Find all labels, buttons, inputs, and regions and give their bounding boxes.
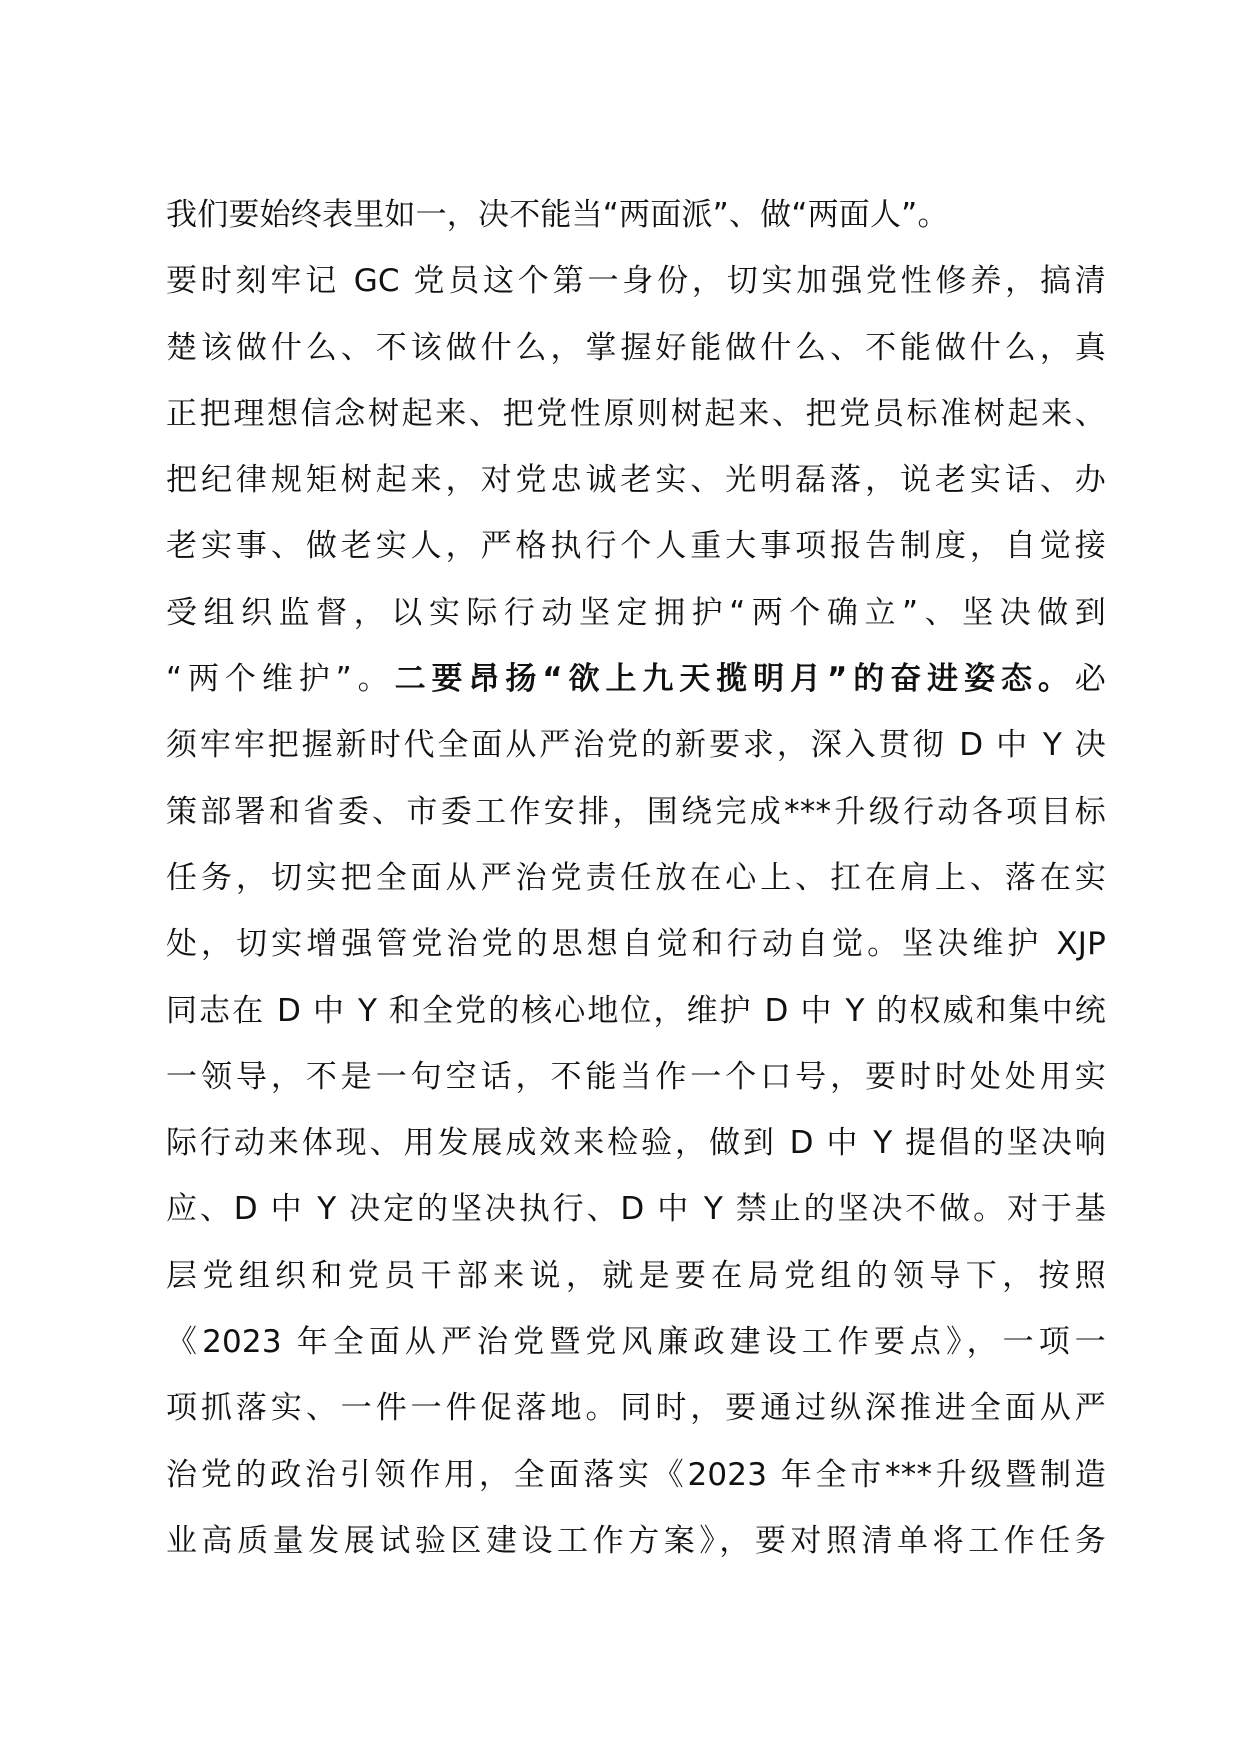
text-segment: 正把理想信念树起来、把党性原则树起来、把党员标准树起来、	[166, 395, 1106, 432]
text-line	[166, 1044, 1106, 1110]
text-segment: 老实事、做老实人，严格执行个人重大事项报告制度，自觉接	[166, 528, 1106, 565]
text-segment: 须牢牢把握新时代全面从严治党的新要求，深入贯彻 D 中 Y 决	[166, 727, 1106, 764]
text-line	[166, 779, 1106, 845]
text-segment: 业高质量发展试验区建设工作方案》，要对照清单将工作任务	[166, 1522, 1106, 1559]
text-segment: “两个维护”。	[166, 661, 395, 698]
text-segment: 处，切实增强管党治党的思想自觉和行动自觉。坚决维护 XJP	[166, 926, 1106, 963]
text-line	[166, 1110, 1106, 1176]
text-line	[166, 845, 1106, 911]
text-line	[166, 182, 1106, 248]
text-line	[166, 513, 1106, 579]
text-segment: 任务，切实把全面从严治党责任放在心上、扛在肩上、落在实	[166, 859, 1106, 896]
text-segment: 际行动来体现、用发展成效来检验，做到 D 中 Y 提倡的坚决响	[166, 1125, 1106, 1162]
text-line	[166, 712, 1106, 778]
text-segment: 策部署和省委、市委工作安排，围绕完成***升级行动各项目标	[166, 793, 1106, 830]
text-line	[166, 1375, 1106, 1441]
text-segment: 一领导，不是一句空话，不能当作一个口号，要时时处处用实	[166, 1058, 1106, 1095]
text-segment: 把纪律规矩树起来，对党忠诚老实、光明磊落，说老实话、办	[166, 462, 1106, 499]
text-line	[166, 248, 1106, 314]
text-segment: 同志在 D 中 Y 和全党的核心地位，维护 D 中 Y 的权威和集中统	[166, 992, 1106, 1029]
text-segment: 楚该做什么、不该做什么，掌握好能做什么、不能做什么，真	[166, 329, 1106, 366]
text-line	[166, 1243, 1106, 1309]
text-line	[166, 1508, 1106, 1574]
text-segment: 应、D 中 Y 决定的坚决执行、D 中 Y 禁止的坚决不做。对于基	[166, 1191, 1106, 1228]
text-line	[166, 580, 1106, 646]
text-segment: 《2023 年全面从严治党暨党风廉政建设工作要点》，一项一	[166, 1324, 1106, 1361]
body-text	[166, 182, 1106, 1574]
text-segment: 治党的政治引领作用，全面落实《2023 年全市***升级暨制造	[166, 1456, 1106, 1493]
text-line	[166, 315, 1106, 381]
text-line	[166, 978, 1106, 1044]
text-line	[166, 381, 1106, 447]
text-segment: 必	[1074, 661, 1106, 698]
text-segment: 要时刻牢记 GC 党员这个第一身份，切实加强党性修养，搞清	[166, 263, 1106, 300]
text-segment: 项抓落实、一件一件促落地。同时，要通过纵深推进全面从严	[166, 1390, 1106, 1427]
text-segment: 我们要始终表里如一，决不能当“两面派”、做“两面人”。	[166, 197, 949, 233]
bold-heading-segment: 二要昂扬“欲上九天揽明月”的奋进姿态。	[394, 661, 1075, 698]
text-line	[166, 646, 1106, 712]
text-line	[166, 447, 1106, 513]
text-line	[166, 1442, 1106, 1508]
text-line	[166, 1309, 1106, 1375]
text-segment: 层党组织和党员干部来说，就是要在局党组的领导下，按照	[166, 1257, 1106, 1294]
text-line	[166, 1176, 1106, 1242]
text-segment: 受组织监督，以实际行动坚定拥护“两个确立”、坚决做到	[166, 594, 1106, 631]
text-line	[166, 911, 1106, 977]
